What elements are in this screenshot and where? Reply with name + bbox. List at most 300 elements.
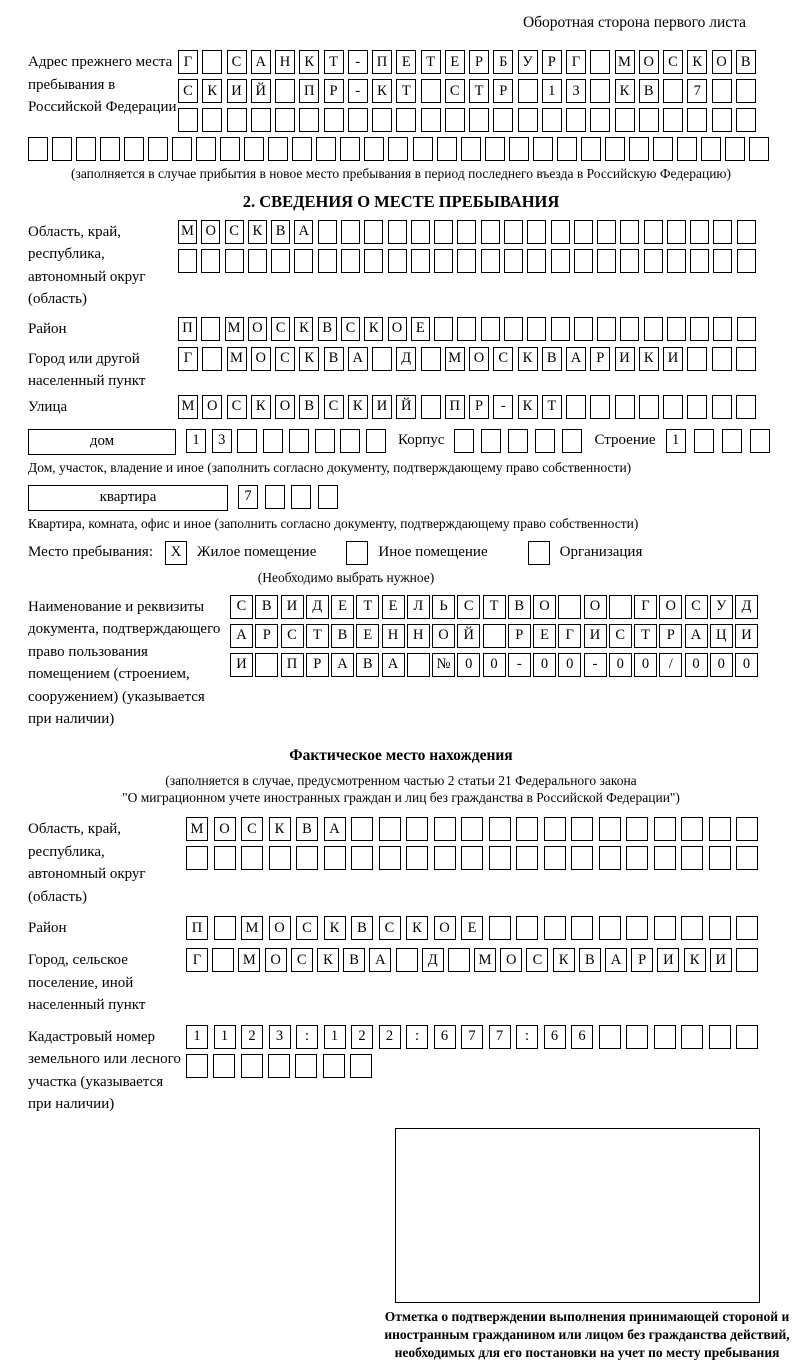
- char-box[interactable]: Ь: [432, 595, 455, 619]
- char-box[interactable]: [544, 817, 566, 841]
- char-box[interactable]: [518, 79, 538, 103]
- char-box[interactable]: 0: [634, 653, 657, 677]
- char-box[interactable]: [100, 137, 120, 161]
- char-box[interactable]: [677, 137, 697, 161]
- char-box[interactable]: [481, 220, 500, 244]
- char-box[interactable]: Д: [735, 595, 758, 619]
- apartment-type-box[interactable]: квартира: [28, 485, 228, 511]
- char-box[interactable]: [248, 249, 267, 273]
- char-box[interactable]: Д: [306, 595, 329, 619]
- char-box[interactable]: [341, 220, 360, 244]
- char-box[interactable]: [372, 347, 392, 371]
- char-box[interactable]: [485, 137, 505, 161]
- char-box[interactable]: С: [281, 624, 304, 648]
- char-box[interactable]: [364, 137, 384, 161]
- char-box[interactable]: У: [518, 50, 538, 74]
- char-box[interactable]: 0: [533, 653, 556, 677]
- char-box[interactable]: [351, 846, 373, 870]
- char-box[interactable]: О: [275, 395, 295, 419]
- char-box[interactable]: Т: [483, 595, 506, 619]
- char-box[interactable]: В: [508, 595, 531, 619]
- char-box[interactable]: О: [434, 916, 456, 940]
- char-box[interactable]: [295, 1054, 317, 1078]
- char-box[interactable]: И: [230, 653, 253, 677]
- char-box[interactable]: [709, 846, 731, 870]
- char-box[interactable]: [709, 1025, 731, 1049]
- char-box[interactable]: И: [227, 79, 247, 103]
- char-box[interactable]: [654, 817, 676, 841]
- char-box[interactable]: [615, 108, 635, 132]
- char-box[interactable]: [481, 249, 500, 273]
- char-box[interactable]: Е: [396, 50, 416, 74]
- char-box[interactable]: [654, 846, 676, 870]
- char-box[interactable]: [544, 916, 566, 940]
- char-box[interactable]: [413, 137, 433, 161]
- char-box[interactable]: К: [615, 79, 635, 103]
- char-box[interactable]: [687, 395, 707, 419]
- char-box[interactable]: [461, 817, 483, 841]
- char-box[interactable]: -: [584, 653, 607, 677]
- char-box[interactable]: [558, 595, 581, 619]
- char-box[interactable]: [736, 79, 756, 103]
- char-box[interactable]: [609, 595, 632, 619]
- char-box[interactable]: Р: [469, 50, 489, 74]
- char-box[interactable]: [214, 916, 236, 940]
- char-box[interactable]: С: [663, 50, 683, 74]
- char-box[interactable]: 6: [544, 1025, 566, 1049]
- char-box[interactable]: [620, 249, 639, 273]
- char-box[interactable]: Е: [411, 317, 430, 341]
- char-box[interactable]: [244, 137, 264, 161]
- char-box[interactable]: [213, 1054, 235, 1078]
- char-box[interactable]: [736, 108, 756, 132]
- char-box[interactable]: О: [500, 948, 522, 972]
- char-box[interactable]: О: [712, 50, 732, 74]
- char-box[interactable]: [237, 429, 257, 453]
- char-box[interactable]: [736, 916, 758, 940]
- char-box[interactable]: [508, 429, 528, 453]
- char-box[interactable]: №: [432, 653, 455, 677]
- char-box[interactable]: [396, 948, 418, 972]
- char-box[interactable]: С: [227, 50, 247, 74]
- char-box[interactable]: -: [493, 395, 513, 419]
- char-box[interactable]: [364, 249, 383, 273]
- char-box[interactable]: [504, 249, 523, 273]
- char-box[interactable]: [202, 50, 222, 74]
- char-box[interactable]: Ц: [710, 624, 733, 648]
- char-box[interactable]: С: [291, 948, 313, 972]
- char-box[interactable]: А: [369, 948, 391, 972]
- char-box[interactable]: [749, 137, 769, 161]
- char-box[interactable]: Т: [469, 79, 489, 103]
- char-box[interactable]: [493, 108, 513, 132]
- char-box[interactable]: [626, 846, 648, 870]
- char-box[interactable]: С: [685, 595, 708, 619]
- char-box[interactable]: [590, 50, 610, 74]
- char-box[interactable]: [52, 137, 72, 161]
- char-box[interactable]: С: [241, 817, 263, 841]
- char-box[interactable]: 0: [558, 653, 581, 677]
- char-box[interactable]: [527, 220, 546, 244]
- char-box[interactable]: [348, 108, 368, 132]
- char-box[interactable]: [571, 916, 593, 940]
- char-box[interactable]: [268, 137, 288, 161]
- char-box[interactable]: 0: [483, 653, 506, 677]
- char-box[interactable]: Р: [324, 79, 344, 103]
- char-box[interactable]: У: [710, 595, 733, 619]
- char-box[interactable]: [629, 137, 649, 161]
- checkbox-other-premises[interactable]: [346, 541, 368, 565]
- char-box[interactable]: [324, 846, 346, 870]
- char-box[interactable]: [574, 249, 593, 273]
- char-box[interactable]: /: [659, 653, 682, 677]
- char-box[interactable]: К: [269, 817, 291, 841]
- char-box[interactable]: [504, 317, 523, 341]
- char-box[interactable]: В: [255, 595, 278, 619]
- char-box[interactable]: С: [225, 220, 244, 244]
- char-box[interactable]: О: [201, 220, 220, 244]
- char-box[interactable]: Н: [275, 50, 295, 74]
- char-box[interactable]: Г: [634, 595, 657, 619]
- char-box[interactable]: [28, 137, 48, 161]
- char-box[interactable]: [461, 846, 483, 870]
- char-box[interactable]: [434, 817, 456, 841]
- char-box[interactable]: [605, 137, 625, 161]
- char-box[interactable]: Р: [255, 624, 278, 648]
- char-box[interactable]: [516, 846, 538, 870]
- char-box[interactable]: 7: [238, 485, 258, 509]
- char-box[interactable]: И: [584, 624, 607, 648]
- char-box[interactable]: Т: [356, 595, 379, 619]
- char-box[interactable]: [571, 846, 593, 870]
- char-box[interactable]: [557, 137, 577, 161]
- char-box[interactable]: [713, 317, 732, 341]
- char-box[interactable]: [712, 347, 732, 371]
- char-box[interactable]: Г: [178, 50, 198, 74]
- char-box[interactable]: [663, 79, 683, 103]
- char-box[interactable]: [736, 817, 758, 841]
- char-box[interactable]: [445, 108, 465, 132]
- char-box[interactable]: [681, 817, 703, 841]
- char-box[interactable]: М: [241, 916, 263, 940]
- char-box[interactable]: [437, 137, 457, 161]
- char-box[interactable]: [516, 817, 538, 841]
- char-box[interactable]: И: [372, 395, 392, 419]
- char-box[interactable]: [620, 220, 639, 244]
- char-box[interactable]: Р: [508, 624, 531, 648]
- char-box[interactable]: М: [474, 948, 496, 972]
- char-box[interactable]: [566, 108, 586, 132]
- char-box[interactable]: [294, 249, 313, 273]
- char-box[interactable]: 0: [735, 653, 758, 677]
- char-box[interactable]: -: [348, 79, 368, 103]
- char-box[interactable]: [275, 79, 295, 103]
- char-box[interactable]: И: [657, 948, 679, 972]
- char-box[interactable]: Г: [558, 624, 581, 648]
- char-box[interactable]: 0: [685, 653, 708, 677]
- char-box[interactable]: В: [343, 948, 365, 972]
- char-box[interactable]: [551, 249, 570, 273]
- char-box[interactable]: [737, 249, 756, 273]
- char-box[interactable]: [124, 137, 144, 161]
- char-box[interactable]: К: [518, 395, 538, 419]
- char-box[interactable]: Р: [469, 395, 489, 419]
- char-box[interactable]: [454, 429, 474, 453]
- char-box[interactable]: [323, 1054, 345, 1078]
- char-box[interactable]: [457, 317, 476, 341]
- char-box[interactable]: [265, 485, 285, 509]
- char-box[interactable]: [654, 916, 676, 940]
- char-box[interactable]: [518, 108, 538, 132]
- char-box[interactable]: С: [609, 624, 632, 648]
- char-box[interactable]: [663, 395, 683, 419]
- char-box[interactable]: [388, 137, 408, 161]
- char-box[interactable]: [241, 846, 263, 870]
- char-box[interactable]: 7: [461, 1025, 483, 1049]
- char-box[interactable]: [663, 108, 683, 132]
- char-box[interactable]: П: [299, 79, 319, 103]
- char-box[interactable]: Р: [493, 79, 513, 103]
- char-box[interactable]: О: [584, 595, 607, 619]
- char-box[interactable]: А: [324, 817, 346, 841]
- char-box[interactable]: О: [639, 50, 659, 74]
- char-box[interactable]: [750, 429, 770, 453]
- char-box[interactable]: [201, 317, 220, 341]
- char-box[interactable]: 7: [687, 79, 707, 103]
- char-box[interactable]: [725, 137, 745, 161]
- char-box[interactable]: [590, 395, 610, 419]
- char-box[interactable]: Й: [457, 624, 480, 648]
- char-box[interactable]: М: [178, 395, 198, 419]
- char-box[interactable]: С: [379, 916, 401, 940]
- char-box[interactable]: [712, 108, 732, 132]
- char-box[interactable]: [411, 249, 430, 273]
- char-box[interactable]: [434, 220, 453, 244]
- char-box[interactable]: [172, 137, 192, 161]
- char-box[interactable]: С: [324, 395, 344, 419]
- char-box[interactable]: [551, 220, 570, 244]
- char-box[interactable]: [509, 137, 529, 161]
- char-box[interactable]: К: [317, 948, 339, 972]
- char-box[interactable]: С: [445, 79, 465, 103]
- char-box[interactable]: 0: [609, 653, 632, 677]
- char-box[interactable]: К: [294, 317, 313, 341]
- char-box[interactable]: И: [281, 595, 304, 619]
- char-box[interactable]: К: [518, 347, 538, 371]
- char-box[interactable]: В: [579, 948, 601, 972]
- char-box[interactable]: [434, 317, 453, 341]
- char-box[interactable]: К: [687, 50, 707, 74]
- char-box[interactable]: М: [445, 347, 465, 371]
- char-box[interactable]: В: [299, 395, 319, 419]
- char-box[interactable]: [597, 220, 616, 244]
- char-box[interactable]: С: [227, 395, 247, 419]
- char-box[interactable]: Г: [178, 347, 198, 371]
- char-box[interactable]: [366, 429, 386, 453]
- char-box[interactable]: [544, 846, 566, 870]
- char-box[interactable]: П: [178, 317, 197, 341]
- char-box[interactable]: О: [388, 317, 407, 341]
- char-box[interactable]: [351, 817, 373, 841]
- char-box[interactable]: П: [186, 916, 208, 940]
- char-box[interactable]: [318, 220, 337, 244]
- char-box[interactable]: М: [227, 347, 247, 371]
- char-box[interactable]: [504, 220, 523, 244]
- char-box[interactable]: С: [271, 317, 290, 341]
- checkbox-residential[interactable]: X: [165, 541, 187, 565]
- char-box[interactable]: 3: [212, 429, 232, 453]
- char-box[interactable]: В: [736, 50, 756, 74]
- char-box[interactable]: [516, 916, 538, 940]
- char-box[interactable]: [701, 137, 721, 161]
- char-box[interactable]: Д: [396, 347, 416, 371]
- char-box[interactable]: [527, 249, 546, 273]
- char-box[interactable]: [551, 317, 570, 341]
- char-box[interactable]: [201, 249, 220, 273]
- char-box[interactable]: К: [299, 347, 319, 371]
- char-box[interactable]: :: [296, 1025, 318, 1049]
- char-box[interactable]: А: [251, 50, 271, 74]
- char-box[interactable]: [318, 485, 338, 509]
- char-box[interactable]: 1: [186, 429, 206, 453]
- char-box[interactable]: В: [356, 653, 379, 677]
- char-box[interactable]: Л: [407, 595, 430, 619]
- char-box[interactable]: [196, 137, 216, 161]
- char-box[interactable]: [406, 817, 428, 841]
- char-box[interactable]: [315, 429, 335, 453]
- char-box[interactable]: [667, 317, 686, 341]
- char-box[interactable]: Г: [566, 50, 586, 74]
- char-box[interactable]: [263, 429, 283, 453]
- char-box[interactable]: [574, 317, 593, 341]
- char-box[interactable]: Т: [306, 624, 329, 648]
- char-box[interactable]: [736, 347, 756, 371]
- char-box[interactable]: К: [406, 916, 428, 940]
- char-box[interactable]: [489, 916, 511, 940]
- char-box[interactable]: А: [566, 347, 586, 371]
- char-box[interactable]: [639, 108, 659, 132]
- char-box[interactable]: [178, 249, 197, 273]
- char-box[interactable]: [690, 249, 709, 273]
- char-box[interactable]: [379, 817, 401, 841]
- char-box[interactable]: К: [364, 317, 383, 341]
- char-box[interactable]: [712, 79, 732, 103]
- char-box[interactable]: [202, 347, 222, 371]
- char-box[interactable]: [76, 137, 96, 161]
- char-box[interactable]: Т: [421, 50, 441, 74]
- char-box[interactable]: [712, 395, 732, 419]
- char-box[interactable]: 0: [710, 653, 733, 677]
- char-box[interactable]: О: [214, 817, 236, 841]
- char-box[interactable]: Т: [542, 395, 562, 419]
- char-box[interactable]: Н: [382, 624, 405, 648]
- char-box[interactable]: А: [382, 653, 405, 677]
- char-box[interactable]: [434, 249, 453, 273]
- char-box[interactable]: К: [684, 948, 706, 972]
- char-box[interactable]: [251, 108, 271, 132]
- char-box[interactable]: [388, 220, 407, 244]
- char-box[interactable]: [626, 817, 648, 841]
- char-box[interactable]: [318, 249, 337, 273]
- char-box[interactable]: [709, 916, 731, 940]
- char-box[interactable]: А: [230, 624, 253, 648]
- char-box[interactable]: Р: [306, 653, 329, 677]
- char-box[interactable]: -: [508, 653, 531, 677]
- char-box[interactable]: [736, 948, 758, 972]
- char-box[interactable]: [388, 249, 407, 273]
- char-box[interactable]: И: [735, 624, 758, 648]
- char-box[interactable]: [350, 1054, 372, 1078]
- char-box[interactable]: О: [265, 948, 287, 972]
- char-box[interactable]: И: [663, 347, 683, 371]
- char-box[interactable]: [654, 1025, 676, 1049]
- char-box[interactable]: 1: [666, 429, 686, 453]
- char-box[interactable]: [421, 395, 441, 419]
- char-box[interactable]: Г: [186, 948, 208, 972]
- char-box[interactable]: [469, 108, 489, 132]
- char-box[interactable]: 2: [379, 1025, 401, 1049]
- char-box[interactable]: [599, 817, 621, 841]
- char-box[interactable]: -: [348, 50, 368, 74]
- char-box[interactable]: О: [432, 624, 455, 648]
- char-box[interactable]: [269, 846, 291, 870]
- char-box[interactable]: Т: [634, 624, 657, 648]
- char-box[interactable]: А: [348, 347, 368, 371]
- char-box[interactable]: [690, 317, 709, 341]
- char-box[interactable]: В: [542, 347, 562, 371]
- char-box[interactable]: Б: [493, 50, 513, 74]
- char-box[interactable]: [599, 846, 621, 870]
- char-box[interactable]: :: [406, 1025, 428, 1049]
- char-box[interactable]: [527, 317, 546, 341]
- char-box[interactable]: Р: [542, 50, 562, 74]
- char-box[interactable]: С: [178, 79, 198, 103]
- char-box[interactable]: [562, 429, 582, 453]
- char-box[interactable]: [713, 220, 732, 244]
- char-box[interactable]: [597, 249, 616, 273]
- char-box[interactable]: [489, 846, 511, 870]
- char-box[interactable]: [542, 108, 562, 132]
- char-box[interactable]: [434, 846, 456, 870]
- char-box[interactable]: А: [294, 220, 313, 244]
- char-box[interactable]: [461, 137, 481, 161]
- char-box[interactable]: [571, 817, 593, 841]
- char-box[interactable]: В: [296, 817, 318, 841]
- char-box[interactable]: О: [202, 395, 222, 419]
- char-box[interactable]: [481, 317, 500, 341]
- char-box[interactable]: [489, 817, 511, 841]
- char-box[interactable]: [736, 395, 756, 419]
- char-box[interactable]: [590, 108, 610, 132]
- char-box[interactable]: Й: [396, 395, 416, 419]
- char-box[interactable]: [709, 817, 731, 841]
- char-box[interactable]: [421, 347, 441, 371]
- char-box[interactable]: В: [639, 79, 659, 103]
- char-box[interactable]: П: [281, 653, 304, 677]
- char-box[interactable]: Р: [659, 624, 682, 648]
- char-box[interactable]: Т: [396, 79, 416, 103]
- char-box[interactable]: [291, 485, 311, 509]
- char-box[interactable]: О: [533, 595, 556, 619]
- char-box[interactable]: В: [324, 347, 344, 371]
- char-box[interactable]: [396, 108, 416, 132]
- char-box[interactable]: 7: [489, 1025, 511, 1049]
- char-box[interactable]: [220, 137, 240, 161]
- char-box[interactable]: 3: [269, 1025, 291, 1049]
- char-box[interactable]: [599, 916, 621, 940]
- char-box[interactable]: [574, 220, 593, 244]
- char-box[interactable]: [421, 108, 441, 132]
